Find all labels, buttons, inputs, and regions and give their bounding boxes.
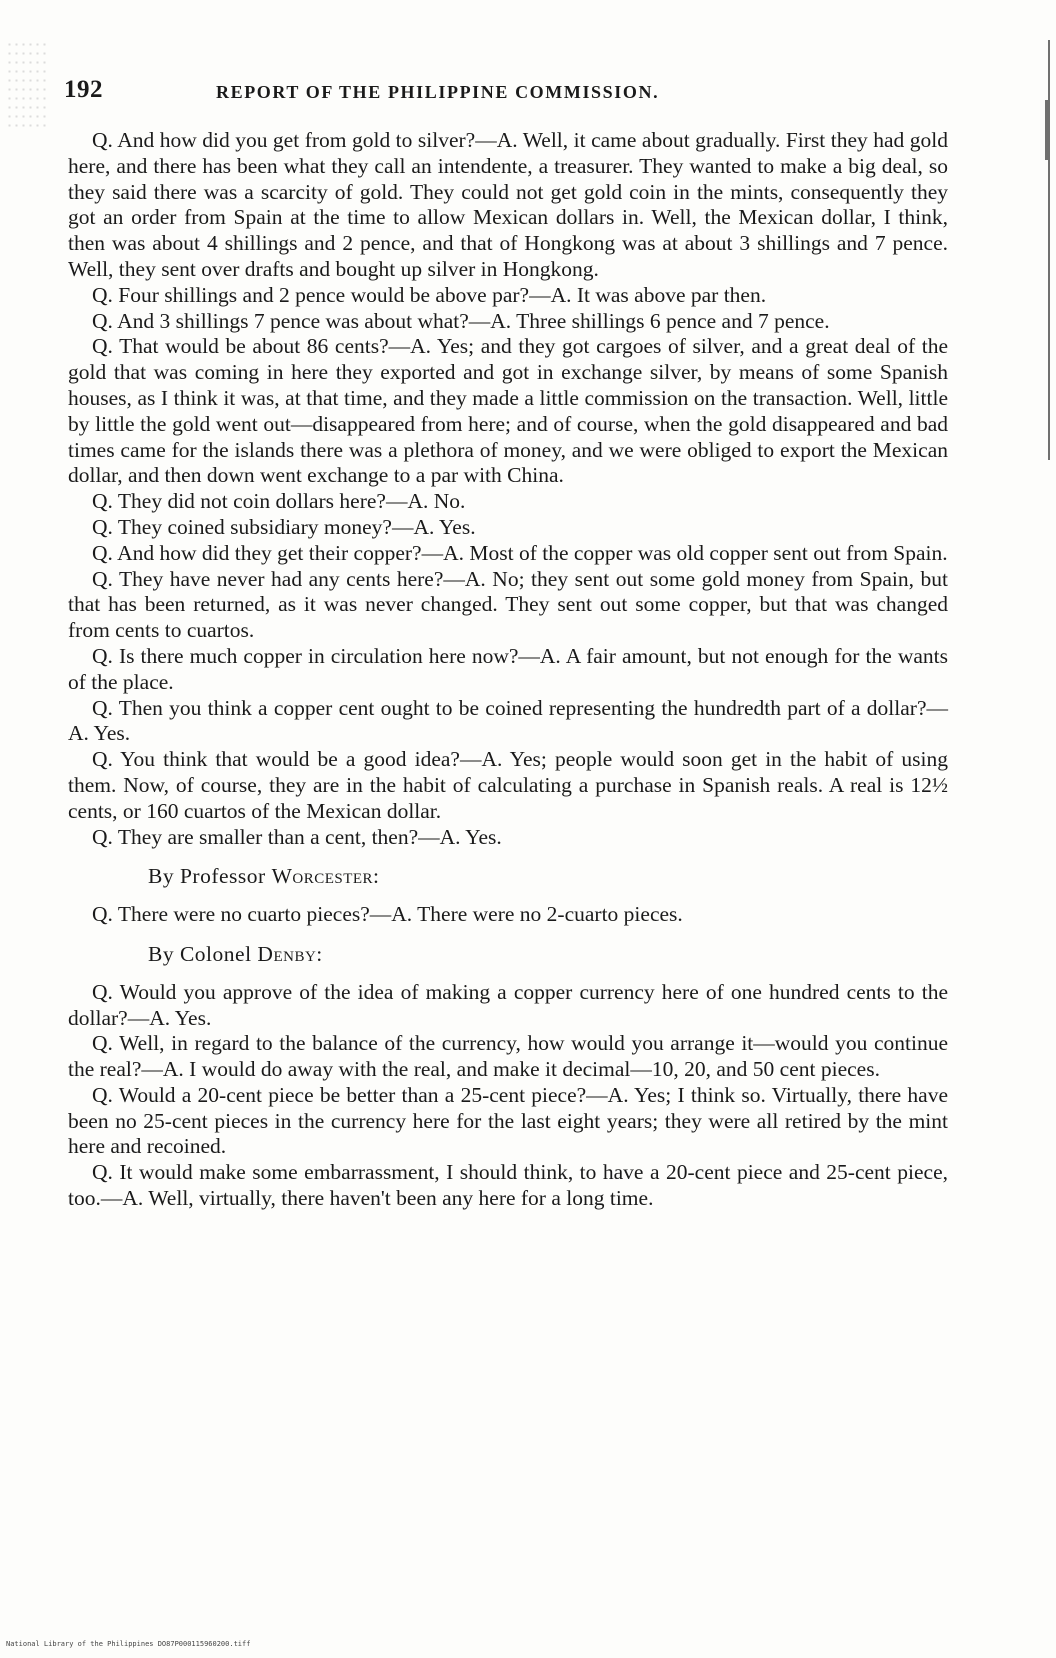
speaker-heading — [68, 864, 948, 890]
page-header — [64, 76, 944, 116]
speaker-suffix: : — [373, 864, 380, 889]
scan-footer: National Library of the Philippines DO87P000115960200.tiff — [6, 1640, 251, 1648]
speaker-heading — [68, 942, 948, 968]
speaker-prefix: By Professor — [148, 864, 272, 889]
paragraph: Q. There were no cuarto pieces?—A. There were no 2-cuarto pieces. — [92, 902, 683, 927]
paragraph: Q. Is there much copper in circulation here now?—A. A fair amount, but not enough for the wants of the place. — [68, 643, 948, 694]
page-number: 192 — [64, 76, 103, 103]
paragraph: Q. Then you think a copper cent ought to be coined representing the hundredth part of a dollar?—A. Yes. — [68, 695, 948, 746]
paragraph: Q. They are smaller than a cent, then?—A. Yes. — [92, 824, 502, 849]
paragraph: Q. You think that would be a good idea?—A. Yes; people would soon get in the habit of using them. Now, of course, they are in the habit of calculating a purchase in Spanish reals. A real is 12½ cents, or 160 cuartos of the Mexican dollar. — [68, 747, 948, 823]
scan-noise — [6, 40, 46, 130]
paragraph: Q. Would you approve of the idea of making a copper currency here of one hundred cents to the dollar?—A. Yes. — [68, 979, 948, 1030]
paragraph: Q. Well, in regard to the balance of the currency, how would you arrange it—would you continue the real?—A. I would do away with the real, and make it decimal—10, 20, and 50 cent pieces. — [68, 1031, 948, 1082]
paragraph: Q. And how did they get their copper?—A. Most of the copper was old copper sent out from Spain. — [92, 540, 948, 565]
speaker-prefix: By Colonel — [148, 941, 258, 966]
page-edge-mark — [1045, 100, 1054, 160]
paragraph: Q. And 3 shillings 7 pence was about what?—A. Three shillings 6 pence and 7 pence. — [92, 308, 830, 333]
paragraph: Q. Four shillings and 2 pence would be above par?—A. It was above par then. — [92, 282, 767, 307]
speaker-name: Denby — [257, 941, 317, 966]
paragraph: Q. And how did you get from gold to silver?—A. Well, it came about gradually. First they had gold here, and there has been what they call an intendente, a treasurer. They wanted to make a big deal, so they said there was a scarcity of gold. They could not get gold coin in the mints, consequently they got an order from Spain at the time to allow Mexican dollars in. Well, the Mexican dollar, I think, then was about 4 shillings and 2 pence, and that of Hongkong was at about 3 shillings and 7 pence. Well, they sent over drafts and bought up silver in Hongkong. — [68, 128, 948, 281]
paragraph: Q. It would make some embarrassment, I should think, to have a 20-cent piece and 25-cent piece, too.—A. Well, virtually, there haven't been any here for a long time. — [68, 1160, 948, 1211]
body-text — [68, 128, 948, 1212]
speaker-suffix: : — [316, 941, 323, 966]
paragraph: Q. They have never had any cents here?—A. No; they sent out some gold money from Spain, but that has been returned, as it was never changed. They sent out some copper, but that was changed from cents to cuartos. — [68, 566, 948, 643]
speaker-name: Worcester — [271, 864, 374, 889]
paragraph: Q. They did not coin dollars here?—A. No. — [92, 489, 466, 514]
paragraph: Q. That would be about 86 cents?—A. Yes; and they got cargoes of silver, and a great deal of the gold that was coming in here they exported and got in exchange silver, by means of some Spanish houses, as I think it was, at that time, and they made a little commission on the transaction. Well, little by little the gold went out—disappeared from here; and of course, when the gold disappeared and bad times came for the islands there was a plethora of money, and we were obliged to export the Mexican dollar, and then down went exchange to a par with China. — [68, 334, 948, 488]
paragraph: Q. Would a 20-cent piece be better than a 25-cent piece?—A. Yes; I think so. Virtually, there have been no 25-cent pieces in the currency here for the last eight years; they were all retired by the mint here and recoined. — [68, 1082, 948, 1159]
running-title: REPORT OF THE PHILIPPINE COMMISSION. — [216, 82, 660, 102]
paragraph: Q. They coined subsidiary money?—A. Yes. — [92, 514, 476, 539]
